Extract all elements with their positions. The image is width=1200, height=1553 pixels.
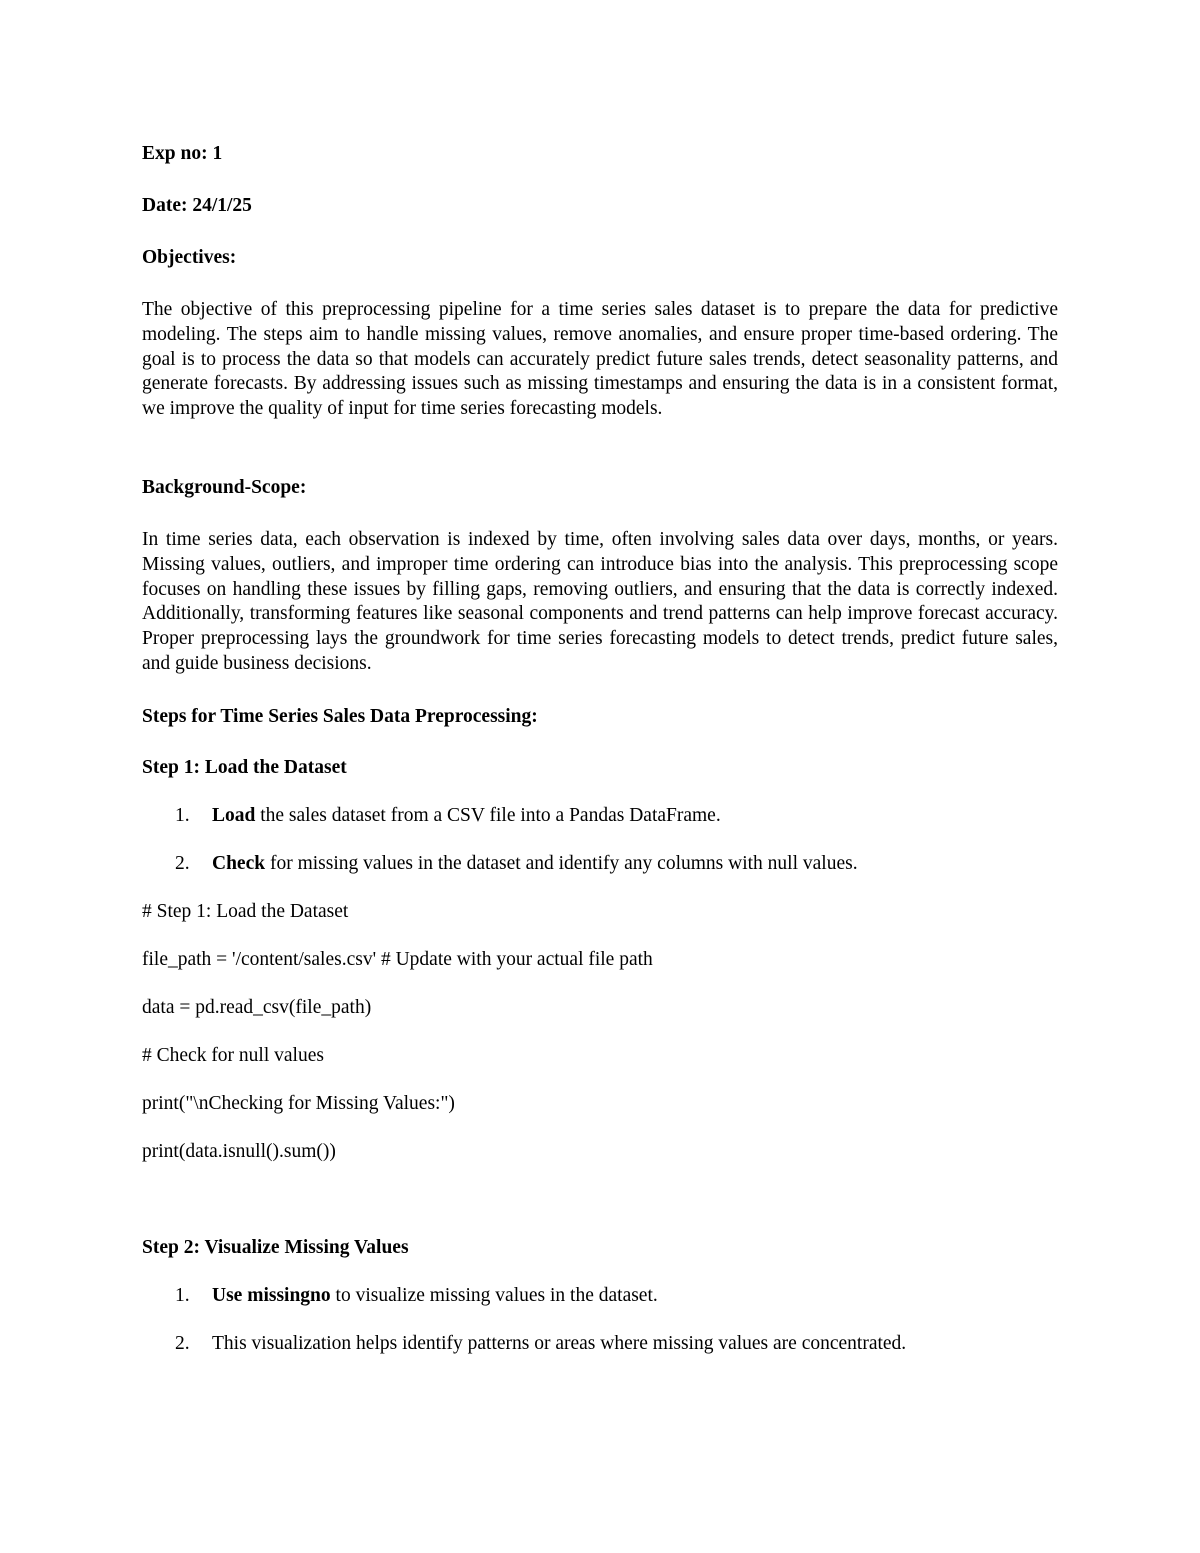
step1-list-item [142, 852, 858, 876]
list-item-text: for missing values in the dataset and identify any columns with null values. [265, 853, 858, 874]
step1-list-item [142, 804, 721, 828]
background-paragraph: In time series data, each observation is indexed by time, often involving sales data over days, months, or years. Missing values, outliers, and improper time ordering can introduce bias into the analysis. This preprocessing scope focuses on handling these issues by filling gaps, removing outliers, and ensuring that the data is correctly indexed. Additionally, transforming features like seasonal components and trend patterns can help improve forecast accuracy. Proper preprocessing lays the groundwork for time series forecasting models to detect trends, predict future sales, and guide business decisions. [142, 529, 1058, 674]
list-number: 1. [175, 1285, 190, 1306]
code-line: data = pd.read_csv(file_path) [142, 997, 372, 1018]
step1-heading: Step 1: Load the Dataset [142, 757, 347, 778]
list-item-bold: Use missingno [212, 1285, 331, 1306]
code-line: # Check for null values [142, 1045, 324, 1066]
code-line: # Step 1: Load the Dataset [142, 901, 349, 922]
background-heading: Background-Scope: [142, 477, 307, 498]
list-item-text: This visualization helps identify patterns or areas where missing values are concentrated. [212, 1333, 907, 1354]
list-number: 2. [175, 1333, 190, 1354]
code-line: print("\nChecking for Missing Values:") [142, 1093, 455, 1114]
code-line: print(data.isnull().sum()) [142, 1141, 336, 1162]
list-item-text: to visualize missing values in the dataset. [330, 1285, 658, 1306]
code-line: file_path = '/content/sales.csv' # Update with your actual file path [142, 949, 653, 970]
list-item-bold: Check [212, 853, 266, 874]
date-line: Date: 24/1/25 [142, 195, 252, 216]
step2-list-item [142, 1284, 658, 1308]
list-number: 1. [175, 805, 190, 826]
step2-list-item [142, 1332, 906, 1356]
step2-heading: Step 2: Visualize Missing Values [142, 1237, 409, 1258]
steps-heading: Steps for Time Series Sales Data Preprocessing: [142, 706, 538, 727]
list-number: 2. [175, 853, 190, 874]
list-item-bold: Load [212, 805, 256, 826]
list-item-text: the sales dataset from a CSV file into a Pandas DataFrame. [255, 805, 721, 826]
objectives-paragraph: The objective of this preprocessing pipeline for a time series sales dataset is to prepare the data for predictive modeling. The steps aim to handle missing values, remove anomalies, and ensure proper time-based ordering. The goal is to process the data so that models can accurately predict future sales trends, detect seasonality patterns, and generate forecasts. By addressing issues such as missing timestamps and ensuring the data is in a consistent format, we improve the quality of input for time series forecasting models. [142, 299, 1058, 420]
exp-number: Exp no: 1 [142, 143, 223, 164]
objectives-heading: Objectives: [142, 247, 237, 268]
